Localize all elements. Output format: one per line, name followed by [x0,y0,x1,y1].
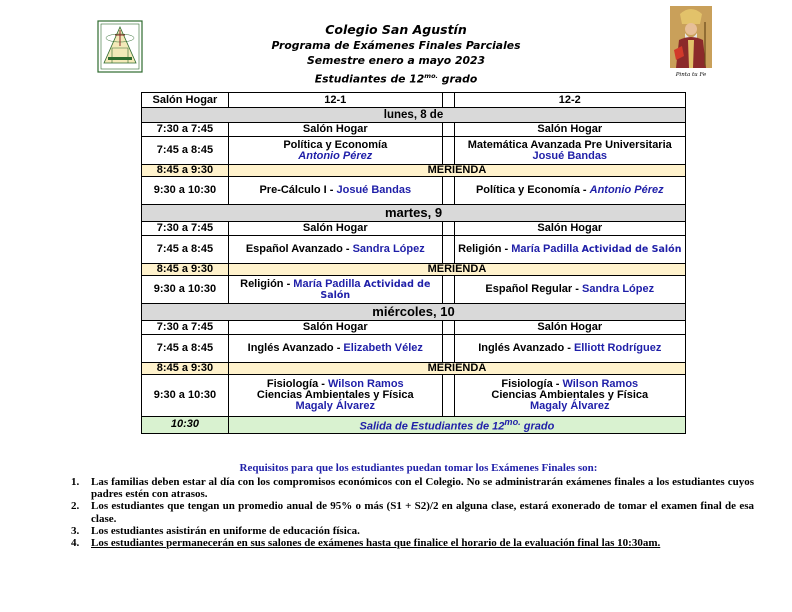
time-cell: 9:30 a 10:30 [142,276,229,304]
break-label: MERIENDA [228,264,685,276]
subject-name: Ciencias Ambientales y Física [256,389,414,401]
day-label: miércoles, 10 [372,303,455,319]
semester-line: Semestre enero a mayo 2023 [306,54,485,67]
subject-name: Matemática Avanzada Pre Universitaria [467,138,672,151]
subject-cell-1: Religión - María Padilla Actividad de Salón [228,276,442,304]
time-cell: 7:45 a 8:45 [142,137,229,165]
teacher-name: Antonio Pérez [298,149,373,162]
requirement-text: Los estudiantes que tengan un promedio anual de 95% o más (S1 + S2)/2 en alguna clase, estará exonerado de tomar el examen final de esa clase. [91,500,754,525]
subject-cell-2 [454,321,685,335]
subject-cell-2: Política y Economía - Antonio Pérez [454,177,685,205]
document-header [0,22,792,87]
subject-cell-2: Español Regular - Sandra López [454,276,685,304]
table-row [142,335,686,363]
teacher-name: Wilson Ramos [327,378,404,390]
requirement-item [71,537,754,550]
activity-note: Actividad de Salón [581,244,682,255]
header-gap-cell [442,93,454,108]
subject-name: Política y Economía [475,184,580,196]
subject-cell-2 [454,123,685,137]
subject-cell-1: Pre-Cálculo I - Josué Bandas [228,177,442,205]
subject-name: Ciencias Ambientales y Física [491,389,649,401]
subject-name: Fisiología [266,378,319,390]
day-label: martes, 9 [384,204,443,220]
teacher-name: Magaly Álvarez [530,400,610,412]
teacher-name: Antonio Pérez [589,184,664,196]
subject-name: Español Regular [485,283,573,295]
requirement-text: Los estudiantes permanecerán en sus salones de exámenes hasta que finalice el horario de la evaluación final las 10:30am. [91,537,661,550]
subject-cell-1 [228,321,442,335]
teacher-name: Elliott Rodríguez [573,342,662,354]
gap-cell [442,137,454,165]
table-row [142,236,686,264]
gap-cell [442,321,454,335]
program-title: Programa de Exámenes Finales Parciales [271,38,521,52]
subject-cell-1 [228,123,442,137]
subject-name: Inglés Avanzado [247,342,334,354]
day-label-cell [142,108,686,123]
gap-cell [442,123,454,137]
subject-cell-2: Religión - María Padilla Actividad de Salón [454,236,685,264]
day-header-row [142,304,686,321]
gap-cell [442,236,454,264]
subject-name: Inglés Avanzado [478,342,565,354]
requirement-item [71,500,754,525]
subject-cell-1 [228,222,442,236]
activity-note: Actividad de Salón [320,278,431,301]
dismissal-text: Salida de Estudiantes de 12 [359,420,505,433]
break-row [142,363,686,375]
teacher-name: Elizabeth Vélez [343,342,423,354]
subject-name: Salón Hogar [537,123,603,135]
table-row [142,123,686,137]
subject-name: Política y Economía [283,138,388,151]
subject-cell-2: Inglés Avanzado - Elliott Rodríguez [454,335,685,363]
subject-name: Salón Hogar [302,123,368,135]
subject-name: Salón Hogar [537,222,603,234]
time-cell: 10:30 [142,417,229,434]
time-cell: 7:30 a 7:45 [142,123,229,137]
students-line: Estudiantes de $12^{mo.}$ grado [314,71,478,86]
time-cell: 8:45 a 9:30 [142,363,229,375]
day-header-row [142,108,686,123]
requirement-number: 1. [71,476,80,488]
requirement-number: 4. [71,537,80,550]
requirement-number: 2. [71,500,80,513]
day-label: lunes, 8 de [383,108,444,121]
requirement-text: Los estudiantes asistirán en uniforme de educación física. [91,524,360,537]
gap-cell [442,177,454,205]
dismissal-text-end: grado [520,420,555,433]
time-cell: 8:45 a 9:30 [142,264,229,276]
header-cell-time: Salón Hogar [142,93,229,108]
teacher-name: María Padilla [293,277,361,290]
gap-cell [442,222,454,236]
header-cell-group-1: 12-1 [228,93,442,108]
subject-cell-1: Inglés Avanzado - Elizabeth Vélez [228,335,442,363]
break-label: MERIENDA [228,363,685,375]
subject-name: Religión [240,277,284,290]
teacher-name: Sandra López [581,283,655,295]
teacher-name: Wilson Ramos [562,378,639,390]
table-row [142,177,686,205]
break-row [142,264,686,276]
subject-name: Fisiología [501,378,553,390]
table-header-row [142,93,686,108]
teacher-name: Josué Bandas [336,184,412,196]
time-cell: 9:30 a 10:30 [142,177,229,205]
table-row [142,375,686,417]
portrait-caption: Pinta tu Fe [675,72,707,78]
subject-name: Religión [458,243,502,255]
requirements-title: Requisitos para que los estudiantes puedan tomar los Exámenes Finales son: [239,462,598,474]
subject-cell-2: Fisiología - Wilson Ramos Ciencias Ambientales y Física Magaly Álvarez [454,375,685,417]
requirements-section [0,462,792,549]
time-cell: 7:45 a 8:45 [142,236,229,264]
dismissal-row [142,417,686,434]
gap-cell [442,276,454,304]
gap-cell [442,335,454,363]
time-cell: 8:45 a 9:30 [142,165,229,177]
gap-cell [442,375,454,417]
break-row [142,165,686,177]
requirement-item [71,524,754,537]
subject-cell-1: Español Avanzado - Sandra López [228,236,442,264]
school-name: Colegio San Agustín [325,22,467,37]
subject-cell-2 [454,137,685,165]
exam-schedule-table [141,92,686,434]
subject-name: Salón Hogar [537,321,603,333]
subject-name: Pre-Cálculo I [259,184,327,196]
day-label-cell [142,304,686,321]
teacher-name: Magaly Álvarez [295,400,376,412]
subject-cell-1 [228,137,442,165]
dismissal-sup: mo. [504,417,521,427]
subject-cell-1: Fisiología - Wilson Ramos Ciencias Ambientales y Física Magaly Álvarez [228,375,442,417]
time-cell: 7:30 a 7:45 [142,222,229,236]
requirements-list [0,476,792,549]
requirement-number: 3. [71,524,80,537]
day-header-row [142,205,686,222]
table-row [142,222,686,236]
time-cell: 7:45 a 8:45 [142,335,229,363]
subject-name: Salón Hogar [302,222,368,234]
table-row [142,276,686,304]
requirement-item [71,476,754,501]
break-label: MERIENDA [228,165,685,177]
subject-cell-2 [454,222,685,236]
time-cell: 9:30 a 10:30 [142,375,229,417]
teacher-name: Sandra López [352,243,425,255]
requirement-text: Las familias deben estar al día con los compromisos económicos con el Colegio. No se administrarán exámenes finales a los estudiantes cuyos padres estén con atrasos. [91,476,754,501]
time-cell: 7:30 a 7:45 [142,321,229,335]
teacher-name: Josué Bandas [532,149,608,162]
teacher-name: María Padilla [511,243,579,255]
table-row [142,321,686,335]
day-label-cell [142,205,686,222]
subject-name: Salón Hogar [302,321,368,333]
dismissal-label [228,417,685,434]
header-cell-group-2: 12-2 [454,93,685,108]
subject-name: Español Avanzado [245,243,343,255]
table-row [142,137,686,165]
